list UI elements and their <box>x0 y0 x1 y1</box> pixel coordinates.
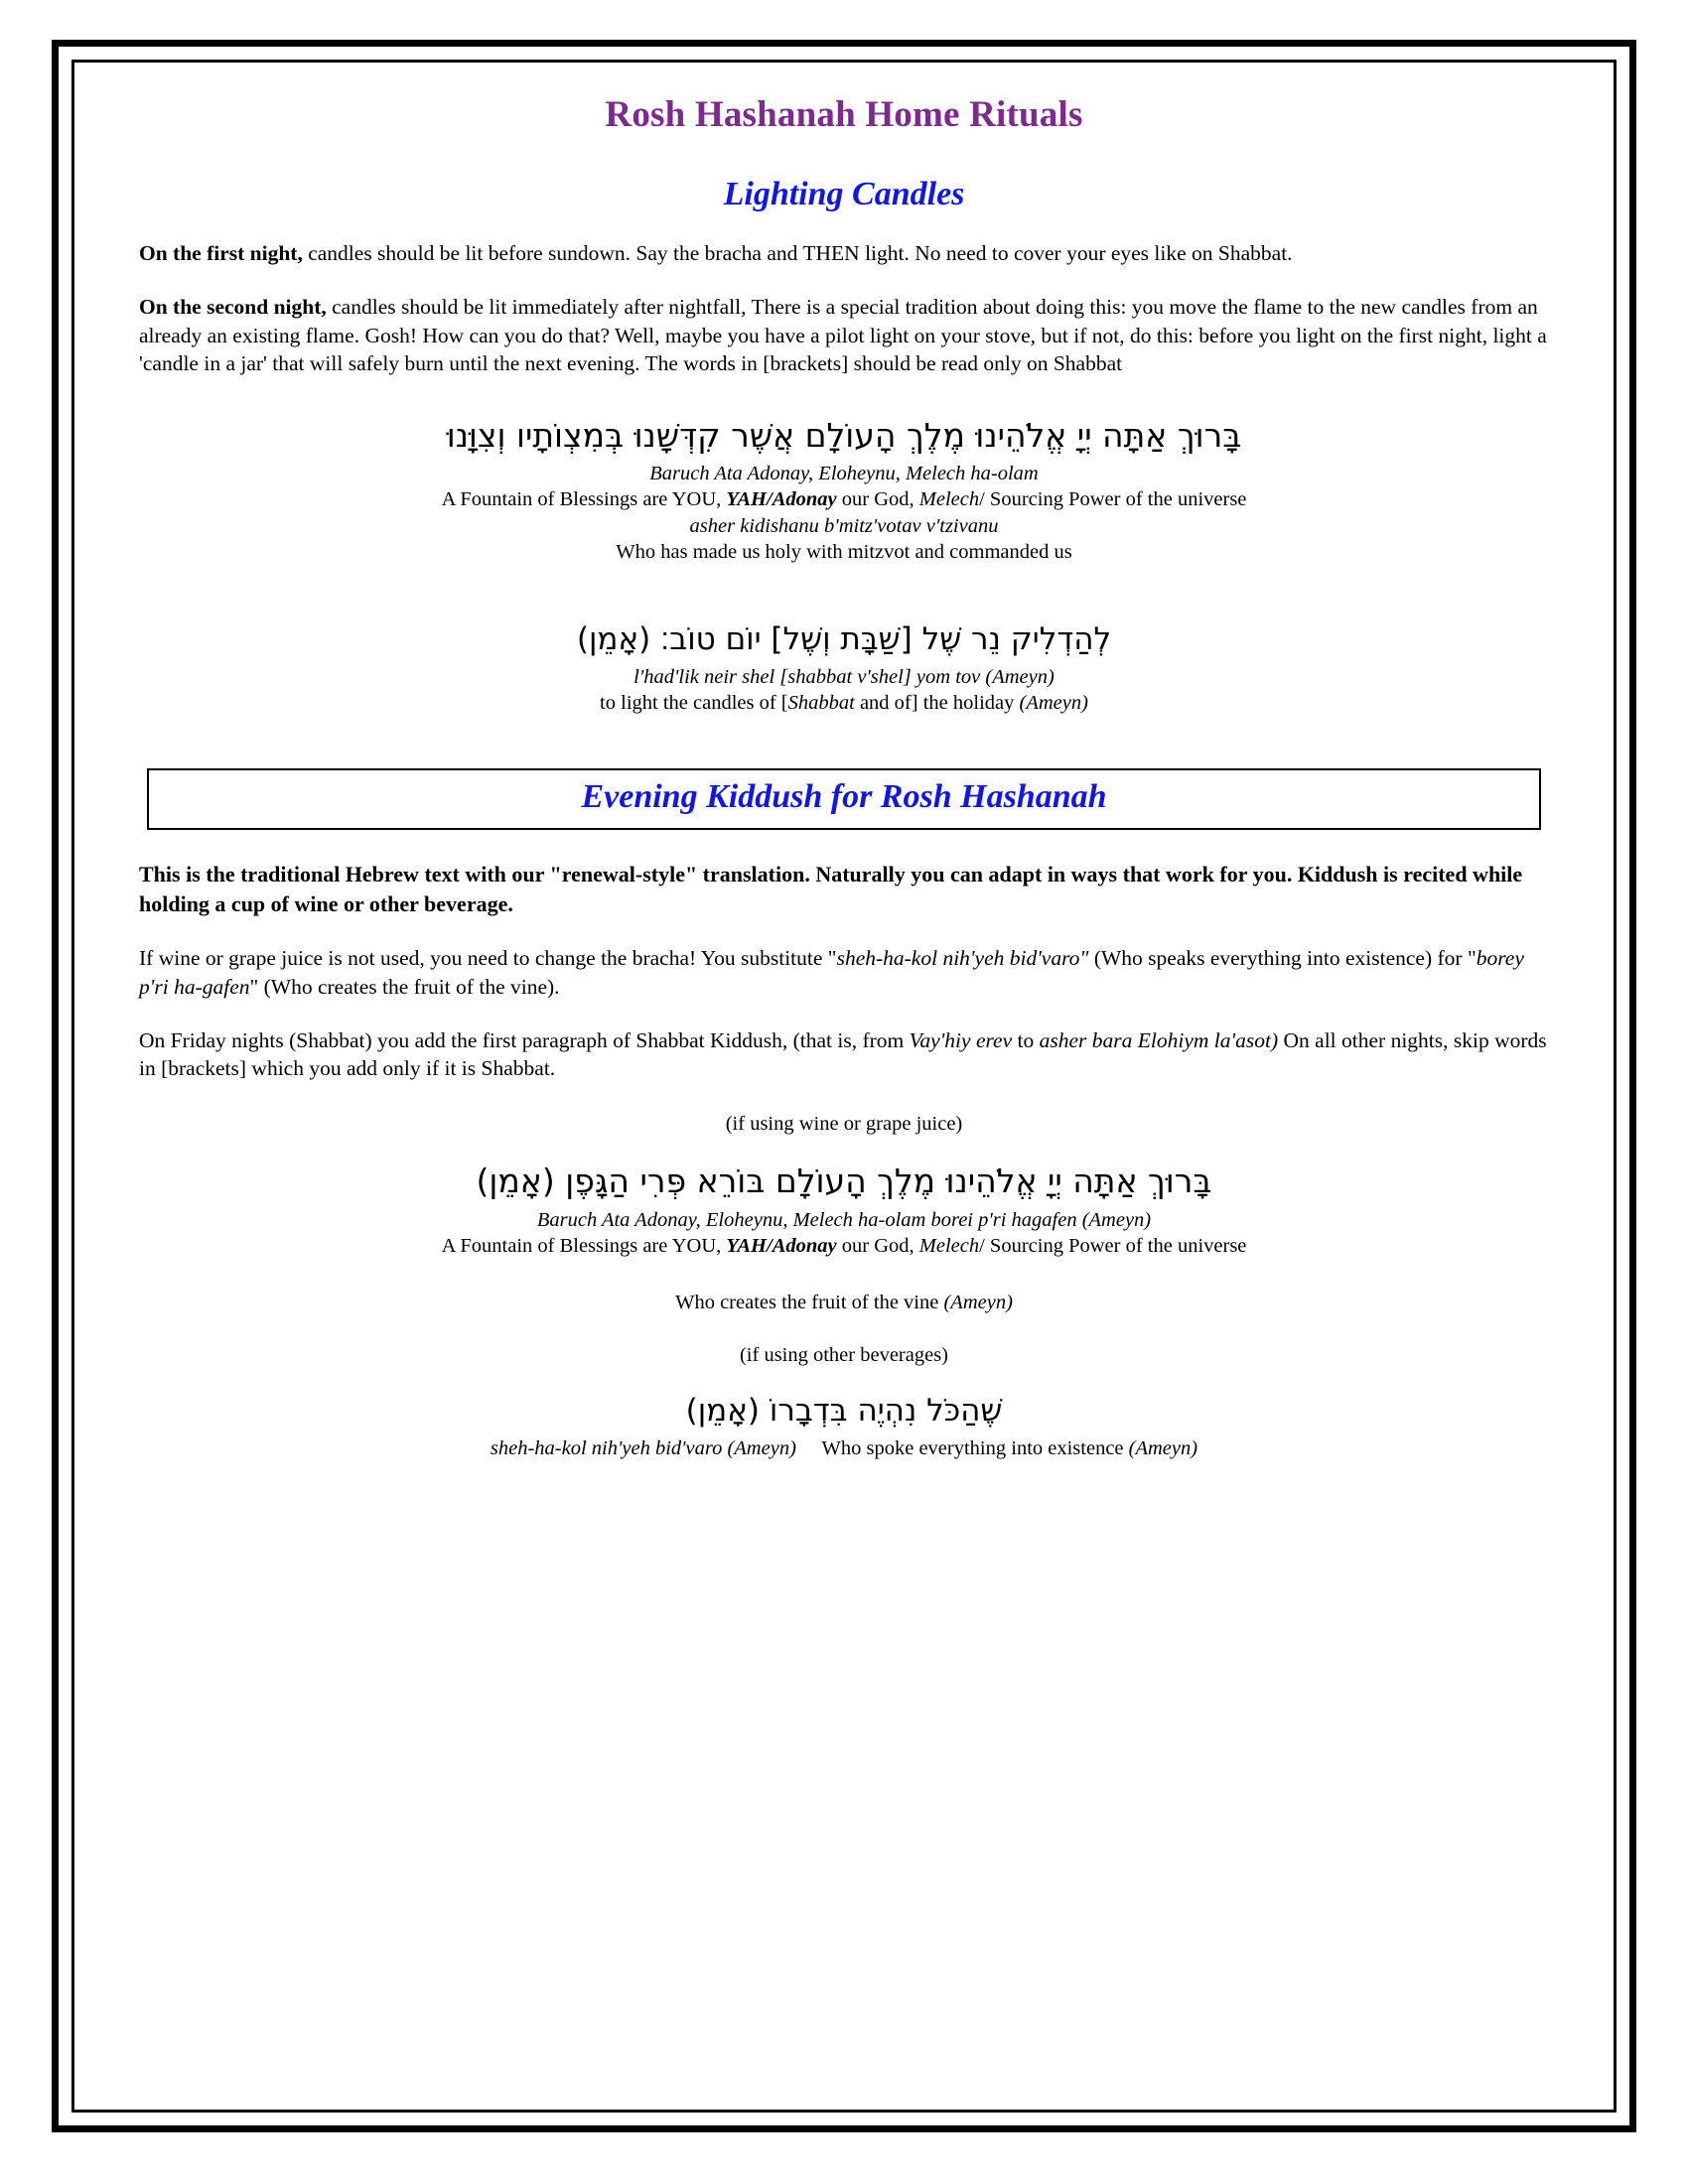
hebrew-candle-bracha-line1: בָּרוּךְ אַתָּה יְיָ אֱלֹהֵינוּ מֶלֶךְ הָעוֹלָם אֲשֶׁר קִדְּשָׁנוּ בְּמִצְוֹתָיו וְצִוָּנוּ <box>446 415 1242 455</box>
note-if-using-wine: (if using wine or grape juice) <box>725 1112 963 1135</box>
second-night-lead: On the second night, <box>139 295 327 320</box>
kiddush-seg-b: our God, <box>836 1234 919 1257</box>
translation-seg-a: A Fountain of Blessings are YOU, <box>441 488 727 511</box>
transliteration-candle-bracha-line2: asher kidishanu b'mitz'votav v'tzivanu <box>689 515 999 538</box>
translation-candle-bracha-closing <box>139 692 1549 715</box>
friday-seg-b: to <box>1012 1027 1040 1052</box>
paragraph-second-night <box>139 293 1549 377</box>
paragraph-kiddush-intro: This is the traditional Hebrew text with our "renewal-style" translation. Naturally you can adapt in ways that work for you. Kiddush is recited while holding a cup of wine or other beverage. <box>139 862 1523 916</box>
paragraph-friday-night <box>139 1026 1549 1083</box>
closing-seg-a: to light the candles of [ <box>600 692 788 715</box>
second-night-text: candles should be lit immediately after nightfall, There is a special tradition about doing this: you move the flame to the new candles from an already an existing flame. Gosh! How can you do that? Well, maybe you have a pilot light on your stove, but if not, do this: before you light on the first night, light a 'candle in a jar' that will safely burn until the next evening. The words in [brackets] should be read only on Shabbat <box>139 295 1547 376</box>
first-night-lead: On the first night, <box>139 241 303 265</box>
note-if-using-other-beverages: (if using other beverages) <box>739 1343 949 1366</box>
translation-candle-bracha-line2: Who has made us holy with mitzvot and commanded us <box>616 541 1072 564</box>
vine-seg-a: Who creates the fruit of the vine <box>675 1291 944 1313</box>
translation-kiddush-hagafen <box>139 1235 1549 1258</box>
wine-seg-b: (Who speaks everything into existence) for " <box>1088 946 1477 971</box>
kiddush-melech: Melech <box>918 1234 980 1257</box>
first-night-text: candles should be lit before sundown. Say the bracha and THEN light. No need to cover your eyes like on Shabbat. <box>302 241 1293 265</box>
wine-seg-a: If wine or grape juice is not used, you need to change the bracha! You substitute " <box>139 946 837 971</box>
kiddush-seg-c: / Sourcing Power of the universe <box>979 1234 1247 1257</box>
friday-seg-c: On all other nights, skip words in [brackets] which you add only if it is Shabbat. <box>139 1027 1547 1081</box>
translation-melech: Melech <box>918 488 980 511</box>
section-heading-lighting-candles: Lighting Candles <box>723 176 965 212</box>
friday-ital-asher: asher bara Elohiym la'asot) <box>1039 1027 1279 1052</box>
shehakol-ameyn: (Ameyn) <box>1128 1436 1198 1459</box>
section-heading-kiddush: Evening Kiddush for Rosh Hashanah <box>581 778 1107 816</box>
hebrew-kiddush-hagafen: בָּרוּךְ אַתָּה יְיָ אֱלֹהֵינוּ מֶלֶךְ הָעוֹלָם בּוֹרֵא פְּרִי הַגָּפֶן (אָמֵן) <box>476 1160 1212 1200</box>
closing-seg-b: and of] the holiday <box>854 692 1020 715</box>
vine-ameyn: (Ameyn) <box>943 1291 1013 1313</box>
section-heading-kiddush-box <box>147 768 1541 830</box>
document-content <box>139 93 1549 1460</box>
translation-adonay: Adonay <box>772 488 837 511</box>
kiddush-yah: YAH/ <box>726 1234 773 1257</box>
translation-seg-c: / Sourcing Power of the universe <box>979 488 1247 511</box>
transliteration-candle-bracha-line1: Baruch Ata Adonay, Eloheynu, Melech ha-olam <box>649 463 1039 485</box>
translation-shehakol-a: Who spoke everything into existence <box>821 1436 1129 1459</box>
page-title: Rosh Hashanah Home Rituals <box>605 94 1083 135</box>
paragraph-first-night <box>139 239 1549 267</box>
closing-shabbat: Shabbat <box>787 692 855 715</box>
kiddush-adonay: Adonay <box>772 1234 837 1257</box>
wine-ital-hagafen: borey p'ri ha-gafen <box>139 946 1524 999</box>
spacer <box>796 1437 822 1459</box>
translation-yah: YAH/ <box>726 488 773 511</box>
kiddush-seg-a: A Fountain of Blessings are YOU, <box>441 1234 727 1257</box>
friday-seg-a: On Friday nights (Shabbat) you add the first paragraph of Shabbat Kiddush, (that is, from <box>139 1027 910 1052</box>
hebrew-candle-bracha-closing: לְהַדְלִיק נֵר שֶׁל [שַׁבָּת וְשֶׁל] יוֹם טוֹב׃ (אָמֵן) <box>576 621 1112 658</box>
transliteration-kiddush-hagafen: Baruch Ata Adonay, Eloheynu, Melech ha-olam borei p'ri hagafen (Ameyn) <box>536 1208 1152 1231</box>
friday-ital-vayhiy: Vay'hiy erev <box>909 1027 1013 1052</box>
hebrew-shehakol: שֶׁהַכֹּל נִהְיֶה בִּדְבָרוֹ (אָמֵן) <box>685 1392 1003 1429</box>
transliteration-shehakol: sheh-ha-kol nih'yeh bid'varo (Ameyn) <box>490 1436 796 1459</box>
translation-fruit-of-vine <box>139 1292 1549 1314</box>
closing-ameyn: (Ameyn) <box>1019 692 1088 715</box>
paragraph-wine-substitution <box>139 944 1549 1001</box>
wine-ital-shehakol: sheh-ha-kol nih'yeh bid'varo" <box>836 946 1089 971</box>
translation-candle-bracha-line1 <box>139 488 1549 511</box>
wine-seg-c: " (Who creates the fruit of the vine). <box>249 974 560 999</box>
transliteration-candle-bracha-closing: l'had'lik neir shel [shabbat v'shel] yom tov (Ameyn) <box>633 666 1055 689</box>
shehakol-translit-translation-line <box>139 1437 1549 1460</box>
translation-seg-b: our God, <box>836 488 919 511</box>
